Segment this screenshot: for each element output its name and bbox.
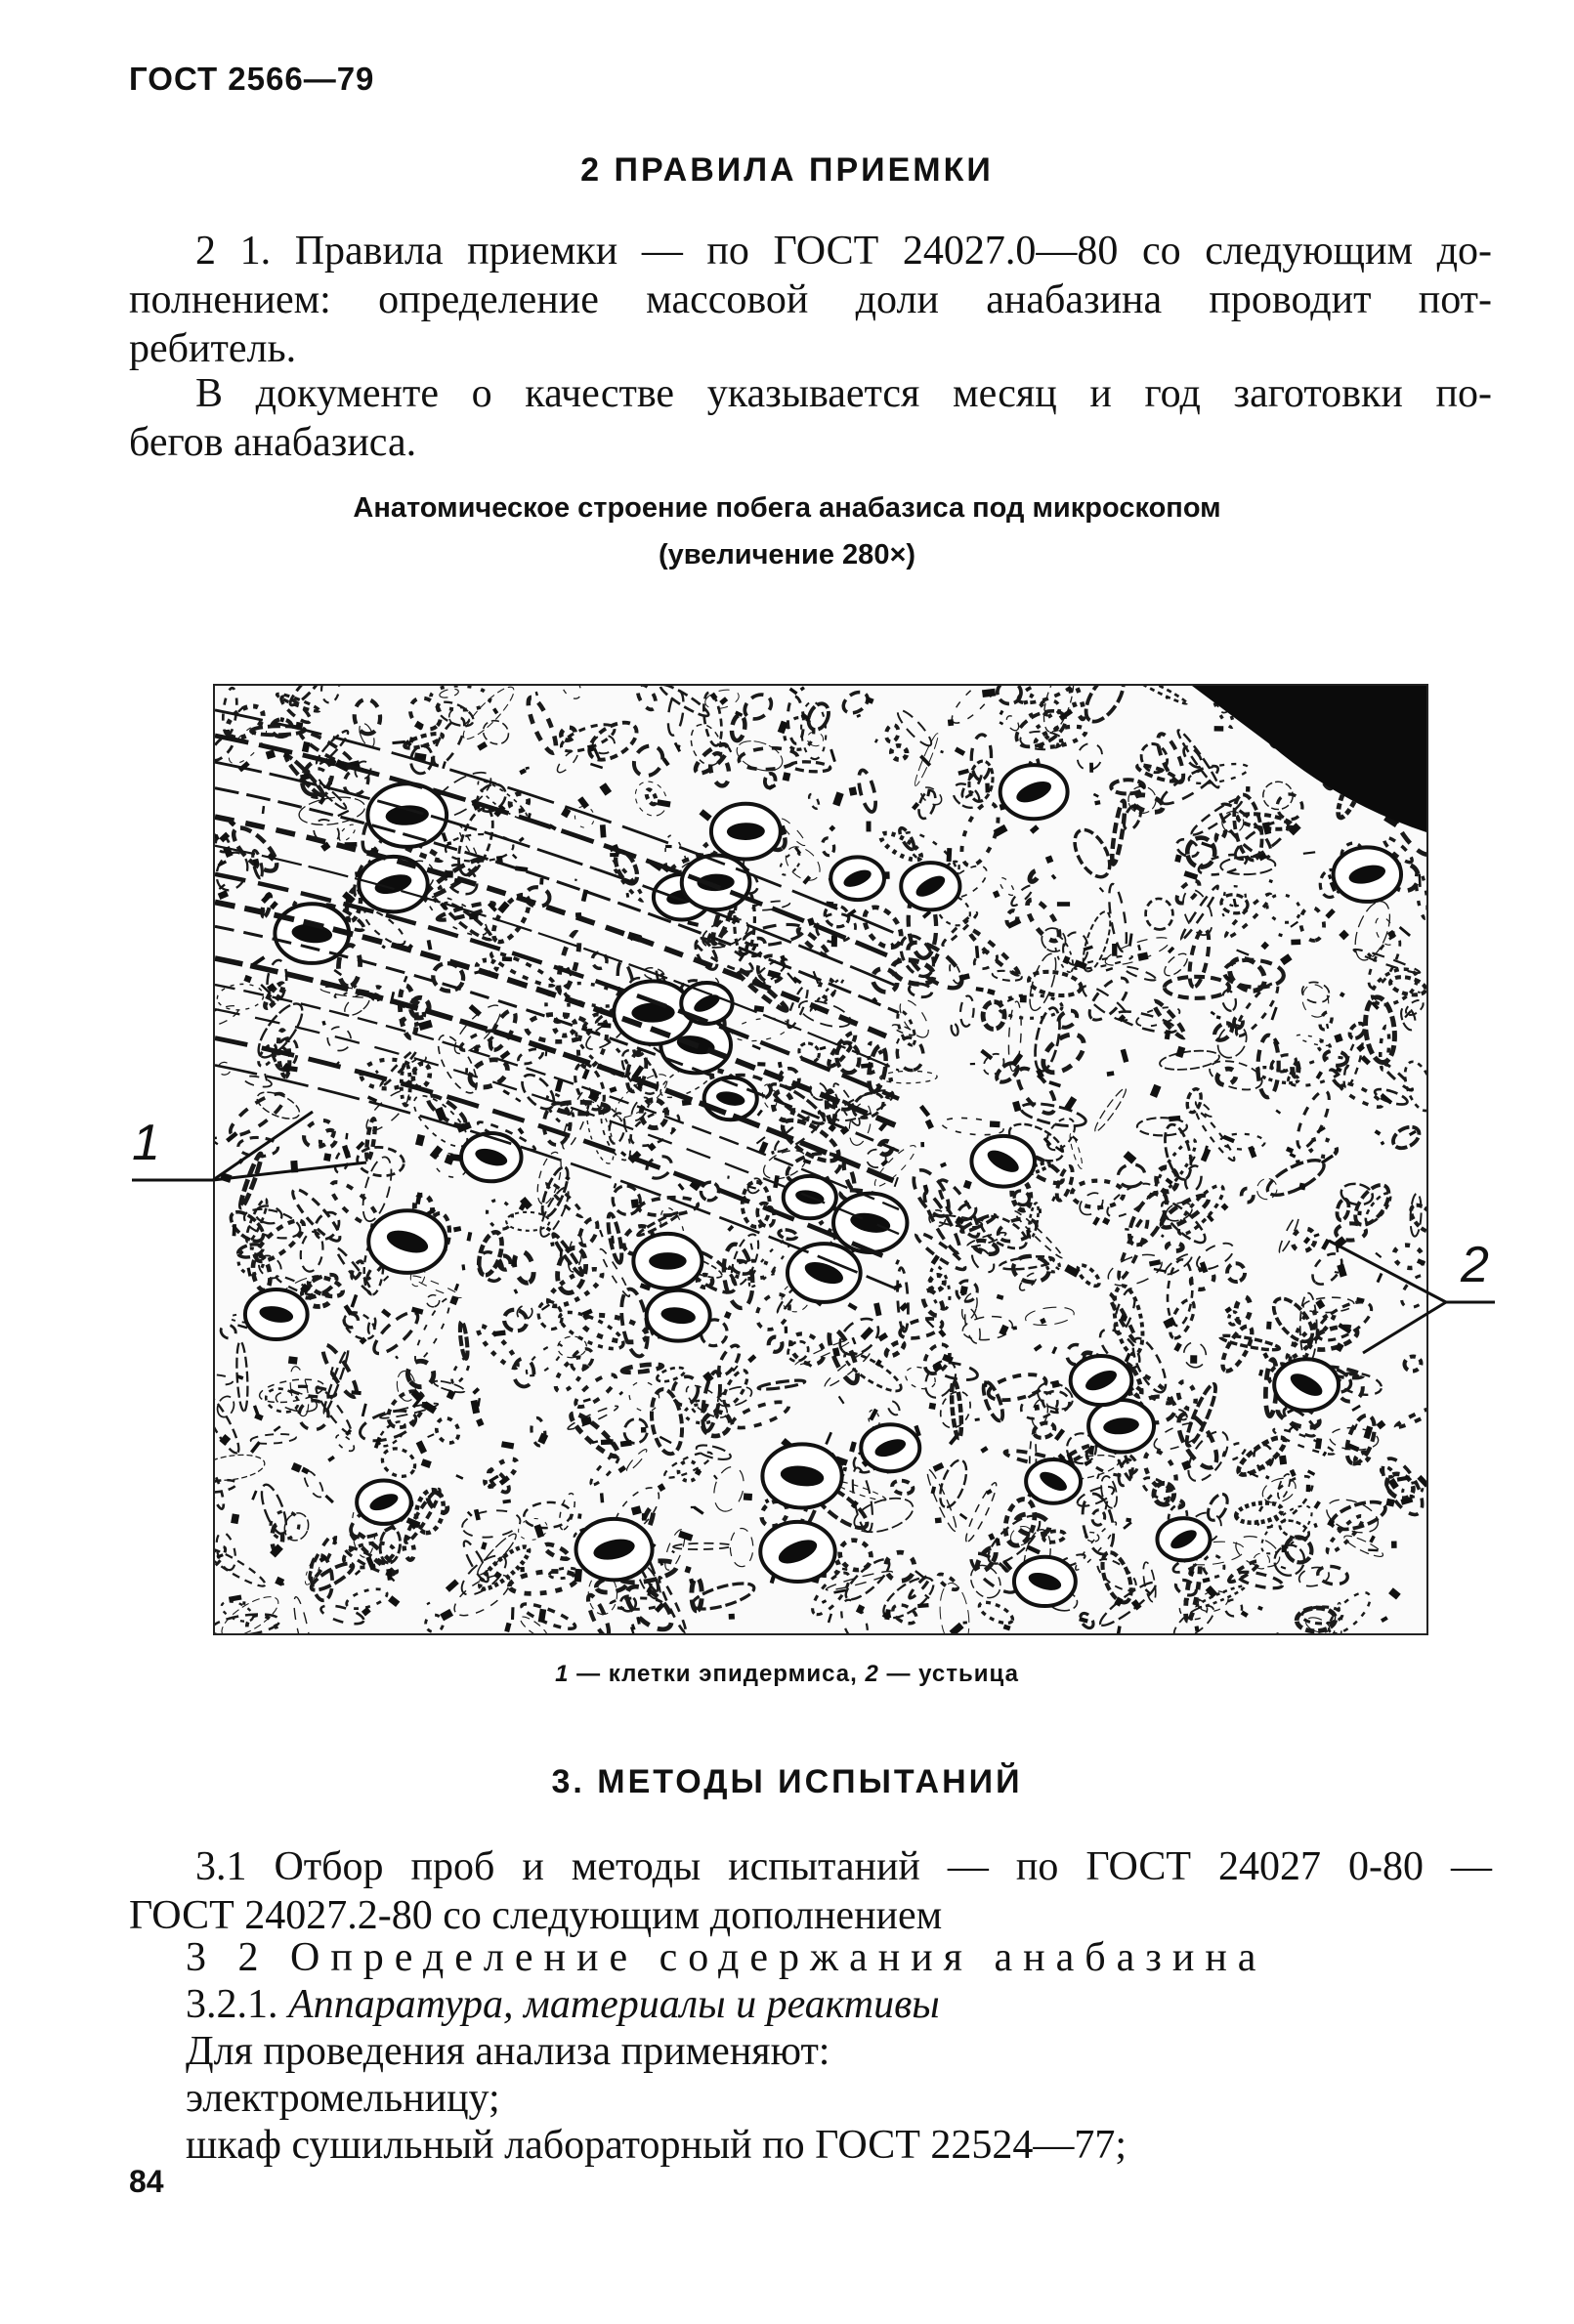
text-line-mill: электромельницу; (186, 2076, 500, 2121)
figure-label-2: 2 (1461, 1237, 1489, 1293)
figure-legend (0, 1661, 1574, 1688)
paragraph-line: 3.1 Отбор проб и методы испытаний — по ГОСТ 24027 0-80 — (195, 1844, 1492, 1889)
paragraph-line: полнением: определение массовой доли анабазина проводит пот- (129, 277, 1492, 322)
text-line-apply: Для проведения анализа применяют: (186, 2029, 830, 2074)
paragraph-3-1 (129, 1842, 1492, 1940)
section-2-heading: 2 ПРАВИЛА ПРИЕМКИ (580, 151, 994, 189)
page-number: 84 (129, 2164, 164, 2199)
legend-number-2: 2 (865, 1661, 879, 1687)
paragraph-3-2-1 (186, 1981, 940, 2028)
figure-caption-line-2: (увеличение 280×) (658, 539, 916, 570)
standard-code: ГОСТ 2566—79 (129, 61, 375, 97)
legend-number-1: 1 (555, 1661, 570, 1687)
legend-text-2: — устьица (878, 1661, 1019, 1687)
section-3-heading: 3. МЕТОДЫ ИСПЫТАНИЙ (551, 1763, 1023, 1800)
paragraph-line: бегов анабазиса. (129, 420, 417, 465)
figure-caption-line-1: Анатомическое строение побега анабазиса под микроскопом (353, 492, 1221, 524)
paragraph-line: ГОСТ 24027.2-80 со следующим дополнением (129, 1893, 943, 1938)
paragraph-line: ребитель. (129, 326, 297, 371)
paragraph-line: 2 1. Правила приемки — по ГОСТ 24027.0—80 со следующим до- (195, 229, 1492, 274)
legend-text-1: — клетки эпидермиса, (569, 1661, 866, 1687)
paragraph-line: В документе о качестве указывается месяц и год заготовки по- (195, 371, 1492, 416)
paragraph-3-2-1-title: Аппаратура, материалы и реактивы (288, 1982, 940, 2027)
paragraph-3-2-1-number: 3.2.1. (186, 1982, 288, 2027)
paragraph-3-2: 3 2 Определение содержания анабазина (186, 1935, 1267, 1980)
figure-label-1: 1 (132, 1115, 160, 1171)
text-line-cabinet: шкаф сушильный лабораторный по ГОСТ 22524—77; (186, 2123, 1127, 2168)
